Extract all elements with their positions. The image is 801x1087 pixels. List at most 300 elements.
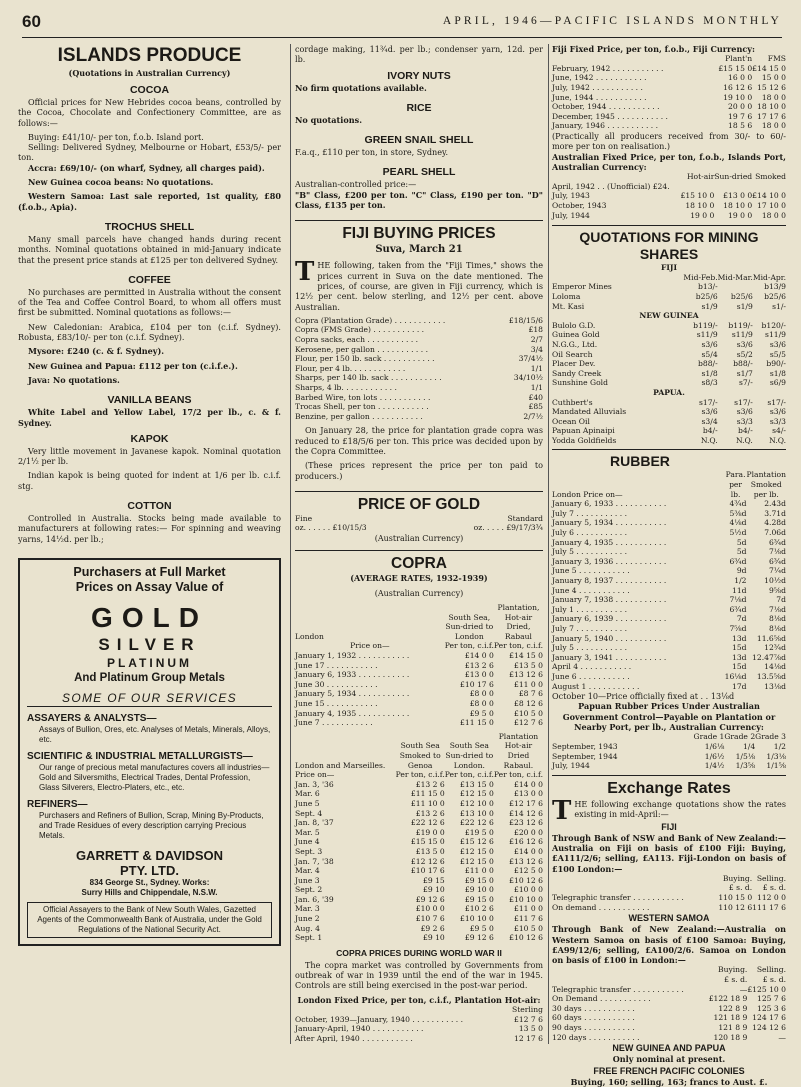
cell-value: s1/8: [769, 368, 786, 378]
cell-value: 112 0 0: [757, 893, 786, 903]
col-header: £ s. d.: [762, 975, 786, 985]
col-header: Hot-air: [686, 172, 715, 182]
cell-value: £16 12 6: [509, 837, 543, 847]
col-header: Para. per lb.: [725, 470, 746, 499]
row-label: 120 days . . . . . . . . . . .: [552, 1032, 640, 1042]
cell-value: [752, 182, 786, 192]
col-header: Buying.: [717, 965, 748, 975]
cell-value: b25/6: [695, 291, 718, 301]
cell-value: 120 18 9: [713, 1032, 748, 1042]
cell-value: £11 15 0: [410, 789, 445, 799]
cell-value: s4/-: [772, 426, 786, 436]
running-title: APRIL, 1946—PACIFIC ISLANDS MONTHLY: [442, 15, 782, 27]
cell-value: 2.43d: [764, 499, 786, 509]
cell-value: £10 5 0: [514, 923, 543, 933]
rice-heading: RICE: [406, 101, 432, 114]
paragraph: (Practically all producers received from 30/- to 60/- more per ton on realisation.): [552, 131, 786, 152]
table-row: [295, 373, 543, 383]
cell-value: b90/-: [766, 359, 786, 369]
cell-value: £9 10 0: [464, 885, 494, 895]
table-row: [552, 605, 786, 615]
cell-value: 15d: [731, 662, 747, 672]
table-row: [295, 924, 543, 934]
cell-value: £13 12 6: [509, 670, 543, 680]
table-row: [552, 330, 786, 340]
paragraph: Very little movement in Javanese kapok. Nominal quotation 2/1½ per lb.: [18, 445, 281, 467]
cell-value: £12 17 6: [509, 798, 543, 808]
ww2-heading: COPRA PRICES DURING WORLD WAR II: [336, 947, 502, 958]
cell-value: 9⅝d: [768, 585, 786, 595]
col-header: South Sea, Sun-dried to London: [445, 612, 494, 641]
col-header: Per ton, c.i.f.: [444, 770, 494, 780]
fiji-buying-heading: FIJI BUYING PRICES: [342, 225, 496, 243]
cell-value: £8 0 0: [469, 699, 494, 708]
cell-value: s7/-: [738, 378, 753, 388]
row-label: June 5 . . . . . . . . . . .: [552, 566, 630, 576]
currency-note: (Australian Currency): [374, 534, 464, 544]
row-label: January 6, 1933 . . . . . . . . . . .: [552, 499, 667, 509]
cell-value: 16 12 6: [723, 83, 753, 93]
cell-value: 18 5 6: [728, 121, 753, 131]
cell-value: £12 15 0: [460, 846, 494, 856]
cell-value: 1/4½: [704, 761, 725, 771]
cell-value: 7⅝d: [729, 623, 747, 633]
row-label: Sept. 1: [295, 933, 323, 943]
cell-value: 124 17 6: [752, 1013, 786, 1023]
rubber-heading: RUBBER: [610, 453, 670, 470]
cell-value: £10 12 6: [509, 933, 543, 943]
table-row: [552, 1004, 786, 1014]
cell-value: £13 0 0: [464, 670, 494, 680]
cell-value: £9 15 0: [464, 875, 494, 885]
table-row: [552, 121, 786, 131]
cell-value: £9 2 6: [420, 923, 445, 933]
row-label: Telegraphic transfer . . . . . . . . . . .: [552, 984, 684, 994]
table-row: [552, 182, 786, 192]
cell-value: £11 0 0: [514, 904, 543, 914]
table-row: [552, 378, 786, 388]
page-number: 60: [22, 12, 41, 31]
cell-value: £15 12 6: [460, 837, 494, 847]
cell-value: 13⅛d: [764, 681, 786, 691]
paragraph: New Caledonian: Arabica, £104 per ton (c.i.f. Sydney). Robusta, £83/10/- per ton (c.i.f. Sydney).: [18, 321, 281, 343]
cell-value: s3/6: [701, 407, 718, 417]
cell-value: b4/-: [737, 426, 753, 436]
row-label: October, 1943: [552, 201, 607, 211]
cell-value: s3/6: [736, 339, 753, 349]
col-header: London: [295, 631, 324, 641]
col-header: Smoked: [755, 172, 786, 182]
cell-value: 8⅛d: [768, 623, 786, 633]
paragraph: Indian kapok is being quoted for indent at 1/6 per lb. c.i.f. stg.: [18, 470, 281, 491]
table-row: [552, 102, 786, 112]
row-label: Sept. 4: [295, 808, 323, 818]
paragraph: Java: No quotations.: [28, 374, 120, 385]
cell-value: b119/-: [728, 320, 753, 330]
paragraph: Selling: Delivered Sydney, Melbourne or Hobart, £53/5/- per ton.: [18, 142, 281, 163]
cell-value: £13 0 0: [723, 191, 753, 201]
cell-value: s3/6: [769, 407, 786, 417]
cell-value: [718, 282, 753, 292]
table-row: [552, 518, 786, 528]
paragraph: New Guinea and Papua: £112 per ton (c.i.f.e.).: [28, 360, 238, 371]
divider: [552, 775, 786, 776]
cell-value: 1/5⅛: [735, 751, 756, 761]
paragraph: Many small parcels have changed hands during recent months. Nominal quotations obtained in mid-January indicate that the present price stands at £125 per ton delivered Sydney.: [18, 233, 281, 265]
table-row: [295, 866, 543, 876]
cell-value: s1/7: [736, 368, 753, 378]
row-label: Mar. 6: [295, 789, 320, 799]
col-header: Mid-Feb.: [683, 272, 718, 282]
copra-subheading: (AVERAGE RATES, 1932-1939): [350, 573, 488, 584]
cell-value: £10 2 6: [464, 904, 494, 914]
cell-value: £14 0 0: [464, 651, 494, 661]
row-label: April 4 . . . . . . . . . . .: [552, 662, 632, 672]
cell-value: £11 7 6: [514, 914, 543, 924]
row-label: Sept. 2: [295, 885, 323, 895]
table-row: [552, 662, 786, 672]
row-label: Yodda Goldfields: [552, 435, 617, 445]
row-label: Sandy Creek: [552, 368, 602, 378]
ad-company-name: GARRETT & DAVIDSON: [75, 847, 224, 863]
divider: [552, 449, 786, 450]
cell-value: 15 0 0: [761, 73, 786, 83]
fiji-exchange-heading: FIJI: [661, 821, 677, 832]
cell-value: —: [778, 1032, 786, 1042]
col-header: Grade 1: [693, 732, 725, 742]
cell-value: £10 17 6: [410, 866, 445, 876]
col-header: Price on—: [350, 641, 390, 651]
cell-value: 15 12 6: [757, 83, 786, 93]
cell-value: £14 15 0: [509, 651, 543, 661]
table-row: [552, 417, 786, 427]
ffpc-heading: FREE FRENCH PACIFIC COLONIES: [593, 1065, 745, 1076]
fiji-fixed-table: [552, 54, 786, 131]
cell-value: 15d: [731, 643, 747, 653]
col-header: Per ton, c.i.f.: [395, 770, 445, 780]
table-row: [552, 893, 786, 903]
row-label: January 8, 1937 . . . . . . . . . . .: [552, 576, 667, 586]
row-label: June 17 . . . . . . . . . . .: [295, 660, 378, 670]
paragraph: On January 28, the price for plantation grade copra was reduced to £18/5/6 per ton. This price was decided upon by the Copra Committee.: [295, 425, 543, 456]
table-row: [295, 364, 543, 374]
table-row: [295, 709, 543, 719]
group-header: NEW GUINEA: [639, 311, 699, 321]
cell-value: 121 18 9: [713, 1013, 748, 1023]
column-3: [552, 44, 786, 1087]
row-label: N.G.G., Ltd.: [552, 339, 598, 349]
table-row: [552, 595, 786, 605]
row-label: Kerosene, per gallon . . . . . . . . . . .: [295, 344, 428, 354]
cell-value: 9d: [736, 566, 747, 576]
col-header: Plantation, Hot-air Dried, Rabaul: [497, 603, 540, 641]
cell-value: £40: [528, 392, 543, 402]
cell-value: s3/6: [701, 339, 718, 349]
row-label: June 6 . . . . . . . . . . .: [552, 671, 630, 681]
cell-value: 125 3 6: [757, 1003, 786, 1013]
table-row: [552, 499, 786, 509]
col-header: Grade 2: [724, 732, 756, 742]
paragraph: The copra market was controlled by Governments from outbreak of war in 1939 until the end of the war in 1945. Controls are still being exercised in the post-war period.: [295, 959, 543, 991]
row-label: Barbed Wire, ton lots . . . . . . . . . . .: [295, 392, 431, 402]
row-label: Flour, per 150 lb. sack . . . . . . . . . . .: [295, 354, 435, 364]
cell-value: s5/5: [769, 349, 786, 359]
paragraph: Buying, 160; selling, 163; francs to Aust. £.: [570, 1076, 768, 1087]
table-row: [295, 354, 543, 364]
table-row: [552, 557, 786, 567]
cell-value: £18: [528, 325, 543, 335]
table-row: [552, 761, 786, 771]
cell-value: £9 12 6: [415, 894, 445, 904]
row-label: July 7 . . . . . . . . . . .: [552, 623, 628, 633]
table-row: [552, 985, 786, 995]
table-row: [552, 672, 786, 682]
table-row: [552, 538, 786, 548]
cell-value: £12 15 0: [460, 856, 494, 866]
row-label: Mar. 3: [295, 904, 320, 914]
cell-value: 1/2: [734, 576, 747, 586]
cell-value: £10 7 6: [415, 914, 445, 924]
row-label: February, 1942 . . . . . . . . . . .: [552, 63, 664, 73]
cell-value: £23 12 6: [509, 818, 543, 828]
row-label: Jan. 8, '37: [295, 818, 334, 828]
row-label: Trocas Shell, per ton . . . . . . . . . . .: [295, 402, 429, 412]
table-row: [295, 335, 543, 345]
cell-value: 121 8 9: [718, 1023, 748, 1033]
paragraph: Through Bank of New Zealand:—Australia on Western Samoa on basis of £100 Samoa: Buying, £A99/12/6; selling, £A100/2/6. Samoa on London on basis of £100 in London:—: [552, 924, 786, 966]
table-row: [552, 64, 786, 74]
row-label: Benzine, per gallon . . . . . . . . . . .: [295, 411, 423, 421]
ivory-heading: IVORY NUTS: [387, 69, 451, 82]
paragraph: October 10—Price officially fixed at . . 13⅛d: [552, 691, 735, 702]
coffee-heading: COFFEE: [128, 273, 171, 286]
cell-value: b4/-: [702, 426, 718, 436]
table-row: [295, 809, 543, 819]
table-row: [552, 282, 786, 292]
cell-value: s1/-: [772, 301, 786, 311]
page-header: [22, 12, 782, 38]
row-label: On Demand . . . . . . . . . . .: [552, 994, 651, 1004]
table-row: [552, 436, 786, 446]
ngp-heading: NEW GUINEA AND PAPUA: [612, 1043, 726, 1054]
table-row: [552, 614, 786, 624]
paragraph: White Label and Yellow Label, 17/2 per lb., c. & f. Sydney.: [18, 407, 281, 428]
row-label: July, 1944: [552, 761, 590, 771]
cell-value: 17 10 0: [757, 201, 786, 211]
ad-service-text: Purchasers and Refiners of Bullion, Scrap, Mining By-Products, and Trade Residues of every description carrying Precious Metals.: [39, 810, 264, 840]
gold-price-heading: PRICE OF GOLD: [357, 495, 481, 513]
cell-value: £12 12 6: [410, 856, 445, 866]
cell-value: 17d: [731, 681, 747, 691]
currency-note: (Australian Currency): [374, 589, 464, 599]
ad-platinum-group: And Platinum Group Metals: [74, 671, 225, 684]
table-row: [295, 689, 543, 699]
row-label: January 5, 1934 . . . . . . . . . . .: [295, 689, 410, 699]
table-row: [552, 509, 786, 519]
cell-value: s3/6: [769, 339, 786, 349]
cell-value: —: [739, 984, 748, 994]
row-label: On demand . . . . . . . . . . .: [552, 902, 650, 912]
col-header: £ s. d.: [762, 883, 786, 893]
rubber-table: [552, 470, 786, 691]
cell-value: £10 17 6: [460, 679, 494, 689]
cell-value: 4¾d: [729, 499, 747, 509]
col-header: £ s. d.: [728, 883, 753, 893]
cell-value: s1/8: [701, 368, 718, 378]
ad-service-title: REFINERS—: [27, 798, 88, 810]
col-header: Mid-Mar.: [717, 272, 753, 282]
cell-value: 5d: [736, 537, 747, 547]
cell-value: 11.6⅝d: [756, 633, 786, 643]
row-label: January 6, 1933 . . . . . . . . . . .: [295, 670, 410, 680]
row-label: June 15 . . . . . . . . . . .: [295, 699, 378, 708]
row-label: June 4: [295, 837, 320, 847]
table-row: [295, 316, 543, 326]
col-header: Sun-dried: [714, 172, 753, 182]
ad-service-title: ASSAYERS & ANALYSTS—: [27, 712, 157, 724]
divider: [295, 220, 543, 221]
row-label: June 4 . . . . . . . . . . .: [552, 585, 630, 595]
cell-value: 1/1: [530, 363, 543, 373]
cell-value: N.Q.: [769, 435, 786, 445]
cell-value: 12 17 6: [514, 1033, 543, 1043]
row-label: Flour, per 4 lb. . . . . . . . . . . .: [295, 363, 406, 373]
table-row: [295, 670, 543, 680]
gold-fine-label: Fine: [295, 513, 313, 523]
cell-value: 1/6⅛: [704, 741, 725, 751]
cell-value: £8 0 0: [469, 689, 494, 699]
table-row: [552, 407, 786, 417]
row-label: January, 1946 . . . . . . . . . . .: [552, 121, 659, 131]
table-row: [552, 191, 786, 201]
cell-value: £14 0 0: [514, 779, 543, 789]
row-label: June 3: [295, 875, 320, 885]
cell-value: 10½d: [764, 576, 786, 586]
cell-value: £15 15 0: [718, 63, 753, 73]
row-label: Copra (FMS Grade) . . . . . . . . . . .: [295, 325, 425, 335]
cell-value: b119/-: [693, 320, 718, 330]
cotton-heading: COTTON: [127, 500, 172, 513]
column-1: [18, 44, 281, 946]
col-header: South Sea Smoked to Genoa: [399, 741, 441, 770]
col-header: Grade 3: [755, 732, 786, 742]
cell-value: s17/-: [698, 397, 718, 407]
cell-value: £15 15 0: [410, 837, 445, 847]
cocoa-heading: COCOA: [129, 84, 170, 96]
table-row: [552, 321, 786, 331]
row-label: April, 1942 . . (Unofficial) £24.: [552, 181, 670, 191]
cell-value: b25/6: [764, 291, 786, 301]
col-header: Sterling: [512, 1005, 543, 1015]
gold-standard-value: oz. . . . . £9/17/3¾: [473, 523, 543, 533]
cell-value: £9 10: [423, 885, 445, 895]
row-label: January-April, 1940 . . . . . . . . . . .: [295, 1024, 424, 1034]
paragraph: Papuan Rubber Prices Under Australian Government Control—Payable on Plantation or Nearby Port, per lb., Australian Currency:: [562, 701, 776, 733]
row-label: July 5 . . . . . . . . . . .: [552, 643, 628, 653]
cell-value: s3/6: [736, 407, 753, 417]
cell-value: 124 12 6: [752, 1023, 786, 1033]
table-row: [295, 383, 543, 393]
row-label: 60 days . . . . . . . . . . .: [552, 1013, 635, 1023]
cell-value: [714, 182, 752, 192]
cell-value: £122 18 9: [708, 994, 748, 1004]
cell-value: 11d: [731, 585, 747, 595]
table-row: [552, 83, 786, 93]
table-row: [552, 211, 786, 221]
table-row: [295, 412, 543, 422]
cell-value: s1/9: [736, 301, 753, 311]
london-fixed-table: [295, 1005, 543, 1043]
row-label: Aug. 4: [295, 923, 320, 933]
table-row: [552, 634, 786, 644]
row-label: July 7 . . . . . . . . . . .: [552, 508, 628, 518]
cell-value: £11 0 0: [464, 866, 494, 876]
cell-value: 3.71d: [764, 508, 786, 518]
paragraph: F.a.q., £110 per ton, in store, Sydney.: [295, 147, 449, 158]
row-label: Copra sacks, each . . . . . . . . . . .: [295, 335, 419, 345]
paragraph: Controlled in Australia. Stocks being made available to manufacturers at following rates:— For spinning and weaving yarns, 14½d. per lb.;: [18, 513, 281, 544]
row-label: June 7 . . . . . . . . . . .: [295, 718, 373, 728]
row-label: 30 days . . . . . . . . . . .: [552, 1003, 635, 1013]
cell-value: £13 10 0: [460, 808, 494, 818]
cell-value: £19 0 0: [415, 827, 445, 837]
table-row: [552, 340, 786, 350]
cell-value: 110 12 6: [718, 902, 753, 912]
section-subtitle: (Quotations in Australian Currency): [68, 68, 231, 78]
cell-value: £13 15 0: [460, 779, 494, 789]
paragraph: Australian-controlled price:—: [295, 179, 417, 190]
cell-value: 111 17 6: [752, 902, 786, 912]
divider: [295, 491, 543, 492]
divider: [295, 550, 543, 551]
cell-value: s5/4: [701, 349, 718, 359]
cell-value: s11/9: [765, 330, 786, 340]
cell-value: 2/7½: [523, 411, 543, 421]
ad-address: Surry Hills and Chippendale, N.S.W.: [81, 887, 218, 897]
table-row: [295, 1015, 543, 1025]
column-rule: [548, 44, 549, 1044]
pearl-shell-heading: PEARL SHELL: [382, 166, 456, 179]
group-header: FIJI: [660, 263, 678, 273]
ad-address: 834 George St., Sydney. Works:: [89, 877, 210, 887]
cell-value: £12 7 6: [514, 1014, 543, 1024]
cell-value: £22 12 6: [410, 818, 445, 828]
cell-value: s1/9: [701, 301, 718, 311]
cell-value: £9 12 6: [464, 933, 494, 943]
row-label: June 2: [295, 914, 320, 924]
paragraph: (These prices represent the price per ton paid to producers.): [295, 460, 543, 481]
table-row: [295, 847, 543, 857]
row-label: September, 1944: [552, 751, 618, 761]
row-label: January 4, 1935 . . . . . . . . . . .: [552, 537, 667, 547]
cell-value: s6/9: [769, 378, 786, 388]
row-label: January 5, 1934 . . . . . . . . . . .: [552, 518, 667, 528]
cell-value: 7⅛d: [768, 604, 786, 614]
cell-value: £10 0 0: [514, 885, 543, 895]
paragraph: Australian Fixed Price, per ton, f.o.b., Islands Port, Australian Currency:: [552, 151, 786, 172]
mining-heading: SHARES: [639, 246, 699, 263]
col-header: Per ton, c.i.f.: [444, 641, 494, 651]
cell-value: 13d: [731, 652, 747, 662]
paragraph: HE following, taken from the "Fiji Times," shows the prices current in Suva on the date mentioned. The prices, of course, are given in Fiji currency, which is 12½ per cent. below sterling, and 12½ per cent. above Australian.: [295, 260, 543, 312]
cell-value: 5⅜d: [729, 508, 747, 518]
table-row: [552, 1033, 786, 1043]
row-label: January 3, 1941 . . . . . . . . . . .: [552, 652, 667, 662]
table-row: [552, 547, 786, 557]
cell-value: £12 10 0: [460, 798, 494, 808]
row-label: June 30 . . . . . . . . . . .: [295, 679, 378, 689]
cell-value: 34/10½: [513, 373, 543, 383]
